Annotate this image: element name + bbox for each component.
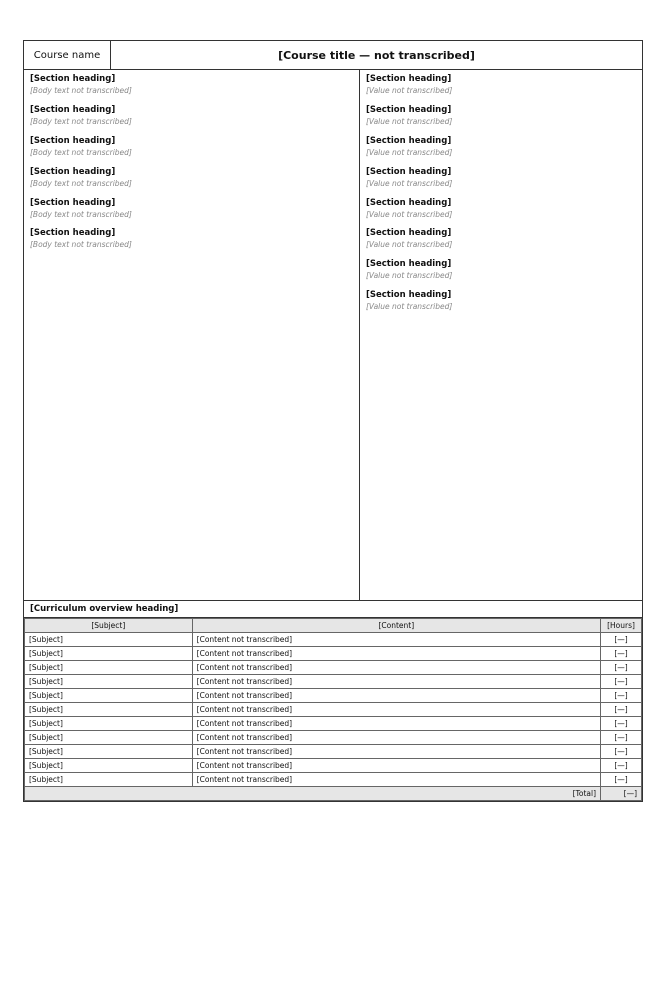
curriculum-subject: [Subject] <box>25 689 193 703</box>
curriculum-row <box>25 773 642 787</box>
left-column <box>24 70 360 600</box>
curriculum-hours: [—] <box>601 661 642 675</box>
left-section <box>30 74 353 97</box>
curriculum-subject: [Subject] <box>25 647 193 661</box>
curriculum-subject: [Subject] <box>25 661 193 675</box>
right-section-heading: [Section heading] <box>366 135 452 146</box>
curriculum-row <box>25 731 642 745</box>
curriculum-content: [Content not transcribed] <box>192 661 600 675</box>
right-section-text: [Value not transcribed] <box>366 86 453 95</box>
curriculum-content: [Content not transcribed] <box>192 647 600 661</box>
curriculum-content: [Content not transcribed] <box>192 759 600 773</box>
curriculum-col-subject: [Subject] <box>25 619 193 633</box>
right-section-heading: [Section heading] <box>366 290 452 301</box>
curriculum-row <box>25 717 642 731</box>
curriculum-content: [Content not transcribed] <box>192 731 600 745</box>
right-section-text: [Value not transcribed] <box>366 240 453 250</box>
left-section-text: [Body text not transcribed] <box>30 209 132 219</box>
curriculum-subject: [Subject] <box>25 759 193 773</box>
curriculum-col-hours: [Hours] <box>601 619 642 633</box>
course-title: [Course title — not transcribed] <box>278 48 475 62</box>
curriculum-table <box>24 618 642 801</box>
curriculum-hours: [—] <box>601 675 642 689</box>
curriculum-subject: [Subject] <box>25 633 193 647</box>
curriculum-content: [Content not transcribed] <box>192 703 600 717</box>
right-section-heading: [Section heading] <box>366 166 452 177</box>
left-section-heading: [Section heading] <box>30 166 116 177</box>
right-section-text: [Value not transcribed] <box>366 147 453 157</box>
right-section-heading: [Section heading] <box>366 197 452 208</box>
curriculum-content: [Content not transcribed] <box>192 717 600 731</box>
curriculum-row <box>25 661 642 675</box>
left-section-heading: [Section heading] <box>30 104 116 115</box>
right-section-heading: [Section heading] <box>366 74 452 84</box>
right-column <box>360 70 642 600</box>
curriculum-row <box>25 675 642 689</box>
right-section-heading: [Section heading] <box>366 259 452 270</box>
curriculum-row <box>25 759 642 773</box>
course-title-row <box>24 41 642 70</box>
left-section <box>30 167 353 190</box>
right-section-text: [Value not transcribed] <box>366 116 453 126</box>
left-section <box>30 136 353 159</box>
right-section <box>366 167 636 190</box>
left-section-heading: [Section heading] <box>30 197 116 208</box>
curriculum-total-value: [—] <box>601 787 642 801</box>
curriculum-row <box>25 703 642 717</box>
curriculum-subject: [Subject] <box>25 773 193 787</box>
curriculum-row <box>25 633 642 647</box>
course-details <box>24 70 642 601</box>
curriculum-subject: [Subject] <box>25 717 193 731</box>
curriculum-total-label: [Total] <box>25 787 601 801</box>
curriculum-content: [Content not transcribed] <box>192 633 600 647</box>
curriculum-subject: [Subject] <box>25 703 193 717</box>
right-section-text: [Value not transcribed] <box>366 209 453 219</box>
right-section <box>366 105 636 128</box>
curriculum-subject: [Subject] <box>25 731 193 745</box>
curriculum-hours: [—] <box>601 745 642 759</box>
right-section-text: [Value not transcribed] <box>366 178 453 188</box>
left-section-text: [Body text not transcribed] <box>30 240 132 250</box>
document-page <box>23 40 643 802</box>
right-section <box>366 228 636 251</box>
curriculum-row <box>25 689 642 703</box>
curriculum-row <box>25 647 642 661</box>
curriculum-hours: [—] <box>601 647 642 661</box>
left-section <box>30 228 353 251</box>
left-section-heading: [Section heading] <box>30 74 116 84</box>
left-section-text: [Body text not transcribed] <box>30 147 132 157</box>
curriculum-content: [Content not transcribed] <box>192 773 600 787</box>
curriculum-hours: [—] <box>601 703 642 717</box>
right-section-heading: [Section heading] <box>366 104 452 115</box>
right-section <box>366 290 636 313</box>
right-section-heading: [Section heading] <box>366 228 452 239</box>
left-section <box>30 105 353 128</box>
curriculum-row <box>25 745 642 759</box>
curriculum-hours: [—] <box>601 689 642 703</box>
curriculum-heading: [Curriculum overview heading] <box>24 601 642 618</box>
curriculum-hours: [—] <box>601 633 642 647</box>
right-section-text: [Value not transcribed] <box>366 271 453 281</box>
curriculum-subject: [Subject] <box>25 745 193 759</box>
curriculum-hours: [—] <box>601 731 642 745</box>
curriculum-content: [Content not transcribed] <box>192 745 600 759</box>
left-section-text: [Body text not transcribed] <box>30 86 132 95</box>
left-section <box>30 198 353 221</box>
curriculum-content: [Content not transcribed] <box>192 675 600 689</box>
curriculum-hours: [—] <box>601 773 642 787</box>
left-section-text: [Body text not transcribed] <box>30 178 132 188</box>
right-section-text: [Value not transcribed] <box>366 302 453 312</box>
right-section <box>366 74 636 97</box>
right-section <box>366 198 636 221</box>
curriculum-subject: [Subject] <box>25 675 193 689</box>
left-section-text: [Body text not transcribed] <box>30 116 132 126</box>
course-title-label: Course name <box>24 41 111 69</box>
left-section-heading: [Section heading] <box>30 135 116 146</box>
curriculum-hours: [—] <box>601 759 642 773</box>
left-section-heading: [Section heading] <box>30 228 116 239</box>
curriculum-content: [Content not transcribed] <box>192 689 600 703</box>
right-section <box>366 259 636 282</box>
curriculum-hours: [—] <box>601 717 642 731</box>
curriculum-col-content: [Content] <box>192 619 600 633</box>
right-section <box>366 136 636 159</box>
